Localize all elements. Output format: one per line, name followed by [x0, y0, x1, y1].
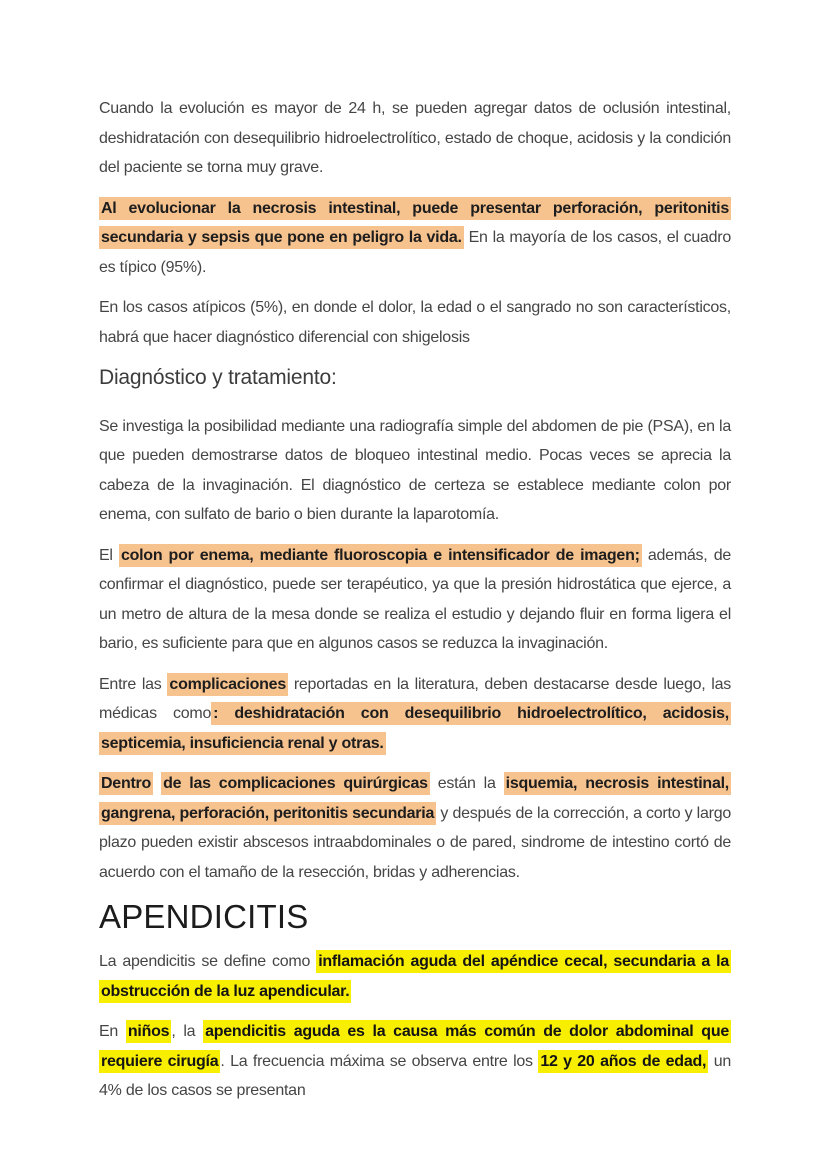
subheading-text: Diagnóstico y tratamiento:: [99, 366, 337, 389]
paragraph-ninos-frecuencia: [99, 1017, 731, 1106]
paragraph-necrosis: [99, 194, 731, 283]
highlight-orange-dentro: Dentro: [99, 772, 153, 795]
highlight-orange-deshidratacion: : deshidratación con desequilibrio hidroelectrolítico, acidosis, septicemia, insuficiencia renal y otras.: [99, 702, 731, 755]
body-text: Entre las: [99, 675, 168, 693]
body-text: [153, 775, 161, 792]
paragraph-casos-atipicos: [99, 293, 731, 352]
body-text: . La frecuencia máxima se observa entre los: [220, 1052, 539, 1070]
highlight-yellow-causa-comun: apendicitis aguda es la causa más común de dolor abdominal que requiere cirugía: [99, 1020, 731, 1073]
heading-text: APENDICITIS: [99, 898, 309, 935]
body-text: , la: [171, 1023, 204, 1040]
highlight-yellow-edad: 12 y 20 años de edad,: [538, 1050, 708, 1073]
body-text: Cuando la evolución es mayor de 24 h, se pueden agregar datos de oclusión intestinal, deshidratación con desequilibrio hidroelectrolítico, estado de choque, acidosis y la condición del paciente se torna muy grave.: [99, 100, 731, 176]
body-text: están la: [429, 775, 504, 792]
body-text: Se investiga la posibilidad mediante una radiografía simple del abdomen de pie (PSA), en la que pueden demostrarse datos de bloqueo intestinal medio. Pocas veces se aprecia la cabeza de la invaginación. El diagnóstico de certeza se establece mediante colon por enema, con sulfato de bario o bien durante la laparotomía.: [99, 417, 731, 523]
body-text: además, de confirmar el diagnóstico, puede ser terapéutico, ya que la presión hidrostática que ejerce, a un metro de altura de la mesa donde se realiza el estudio y dejando fluir en forma ligera el bario, es suficiente para que en algunos casos se reduzca la invaginación.: [99, 546, 732, 652]
highlight-orange-complicaciones: complicaciones: [167, 673, 288, 696]
paragraph-evolucion: [99, 94, 731, 183]
highlight-yellow-ninos: niños: [126, 1020, 171, 1043]
subheading-diagnostico-tratamiento: [99, 363, 731, 393]
body-text: En la mayoría de los casos, el cuadro es típico (95%).: [99, 229, 732, 276]
highlight-orange-quirurgicas: de las complicaciones quirúrgicas: [161, 772, 430, 795]
body-text: y después de la corrección, a corto y largo plazo pueden existir abscesos intraabdominales o de pared, sindrome de intestino cortó de acuerdo con el tamaño de la resección, bridas y adherencias.: [99, 804, 731, 881]
paragraph-radiografia: [99, 412, 731, 530]
highlight-yellow-inflamacion: inflamación aguda del apéndice cecal, secundaria a la obstrucción de la luz apendicular.: [99, 950, 731, 1003]
body-text: un 4% de los casos se presentan: [99, 1052, 731, 1099]
paragraph-definicion-apendicitis: [99, 947, 731, 1006]
document-content: [99, 94, 731, 1117]
paragraph-complicaciones-quirurgicas: [99, 769, 731, 887]
paragraph-colon-por-enema: [99, 541, 731, 659]
paragraph-complicaciones-medicas: [99, 670, 731, 759]
highlight-orange-isquemia: isquemia, necrosis intestinal, gangrena, perforación, peritonitis secundaria: [99, 772, 731, 825]
body-text: En: [99, 1023, 126, 1040]
highlight-orange-colon-enema: colon por enema, mediante fluoroscopia e intensificador de imagen;: [119, 544, 642, 567]
body-text: reportadas en la literatura, deben destacarse desde luego, las médicas como: [99, 675, 732, 722]
body-text: La apendicitis se define como: [99, 953, 317, 970]
heading-apendicitis: [99, 898, 731, 936]
highlight-orange-necrosis: Al evolucionar la necrosis intestinal, puede presentar perforación, peritonitis secundaria y sepsis que pone en peligro la vida.: [99, 197, 731, 250]
body-text: El: [99, 546, 119, 564]
body-text: En los casos atípicos (5%), en donde el dolor, la edad o el sangrado no son característicos, habrá que hacer diagnóstico diferencial con shigelosis: [99, 299, 731, 346]
